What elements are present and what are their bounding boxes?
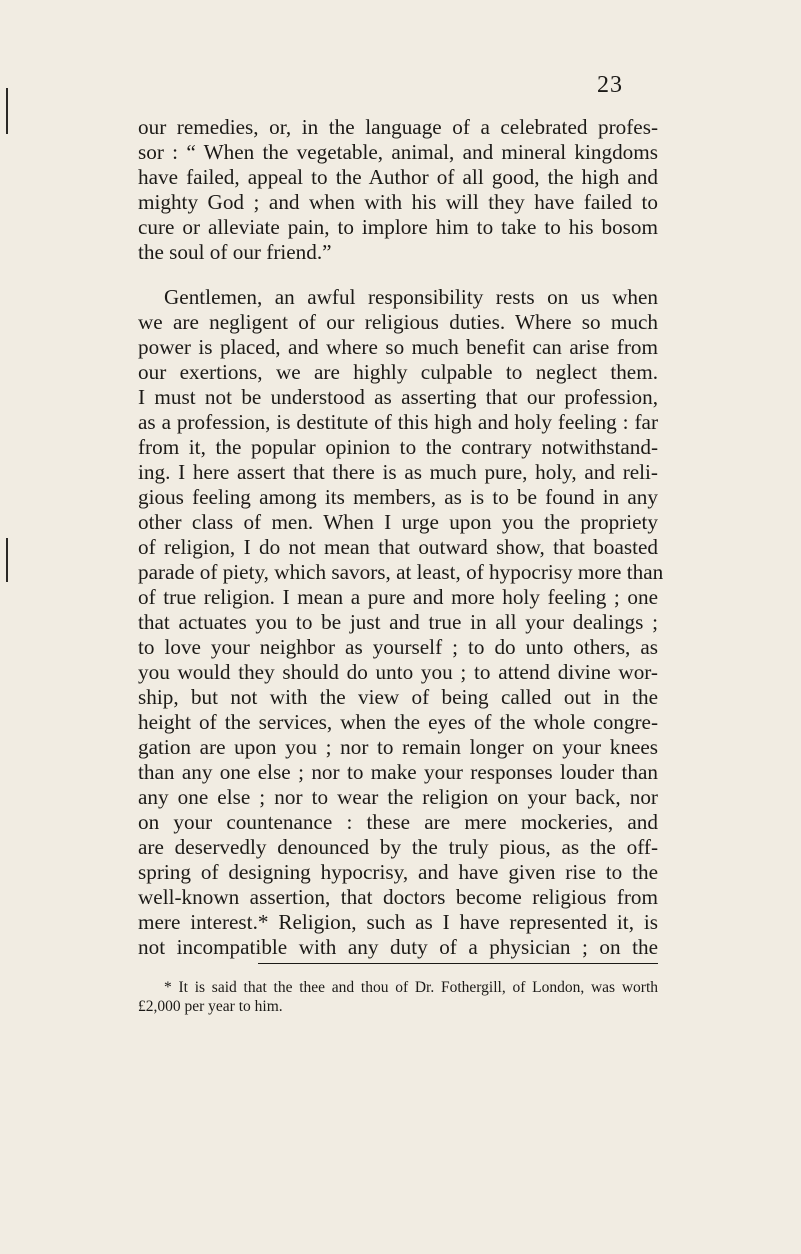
text-line: that actuates you to be just and true in all your dealings ; bbox=[138, 610, 658, 634]
text-line: gation are upon you ; nor to remain longer on your knees bbox=[138, 735, 658, 759]
footnote-rule bbox=[258, 963, 658, 964]
text-line: on your countenance : these are mere mockeries, and bbox=[138, 810, 658, 834]
text-line: of true religion. I mean a pure and more holy feeling ; one bbox=[138, 585, 658, 609]
text-line: sor : “ When the vegetable, animal, and mineral kingdoms bbox=[138, 140, 658, 164]
margin-mark bbox=[6, 538, 8, 582]
text-line: we are negligent of our religious duties. Where so much bbox=[138, 310, 658, 334]
text-line: ship, but not with the view of being called out in the bbox=[138, 685, 658, 709]
text-line: are deservedly denounced by the truly pious, as the off- bbox=[138, 835, 658, 859]
text-line: I must not be understood as asserting that our profession, bbox=[138, 385, 658, 409]
text-line: spring of designing hypocrisy, and have given rise to the bbox=[138, 860, 658, 884]
text-line: to love your neighbor as yourself ; to do unto others, as bbox=[138, 635, 658, 659]
text-line: our exertions, we are highly culpable to neglect them. bbox=[138, 360, 658, 384]
text-line: the soul of our friend.” bbox=[138, 240, 332, 264]
text-line: have failed, appeal to the Author of all good, the high and bbox=[138, 165, 658, 189]
text-line: mere interest.* Religion, such as I have represented it, is bbox=[138, 910, 658, 934]
text-line: cure or alleviate pain, to implore him to take to his bosom bbox=[138, 215, 658, 239]
text-line: Gentlemen, an awful responsibility rests on us when bbox=[164, 285, 658, 309]
text-line: gious feeling among its members, as is to be found in any bbox=[138, 485, 658, 509]
text-line: as a profession, is destitute of this high and holy feeling : far bbox=[138, 410, 658, 434]
text-line: height of the services, when the eyes of the whole congre- bbox=[138, 710, 658, 734]
text-line: not incompatible with any duty of a physician ; on the bbox=[138, 935, 658, 959]
text-line: any one else ; nor to wear the religion on your back, nor bbox=[138, 785, 658, 809]
text-line: of religion, I do not mean that outward show, that boasted bbox=[138, 535, 658, 559]
text-line: parade of piety, which savors, at least, of hypocrisy more than bbox=[138, 560, 664, 584]
footnote-line: £2,000 per year to him. bbox=[138, 998, 283, 1015]
margin-mark bbox=[6, 88, 8, 134]
text-line: ing. I here assert that there is as much pure, holy, and reli- bbox=[138, 460, 658, 484]
text-line: power is placed, and where so much benefit can arise from bbox=[138, 335, 658, 359]
text-line: well-known assertion, that doctors become religious from bbox=[138, 885, 658, 909]
text-line: from it, the popular opinion to the contrary notwithstand- bbox=[138, 435, 658, 459]
footnote-line: * It is said that the thee and thou of Dr. Fothergill, of London, was worth bbox=[164, 979, 658, 996]
text-line: mighty God ; and when with his will they have failed to bbox=[138, 190, 658, 214]
page-number: 23 bbox=[597, 72, 623, 98]
text-line: you would they should do unto you ; to attend divine wor- bbox=[138, 660, 658, 684]
text-line: than any one else ; nor to make your responses louder than bbox=[138, 760, 658, 784]
text-line: our remedies, or, in the language of a celebrated profes- bbox=[138, 115, 658, 139]
text-line: other class of men. When I urge upon you the propriety bbox=[138, 510, 658, 534]
